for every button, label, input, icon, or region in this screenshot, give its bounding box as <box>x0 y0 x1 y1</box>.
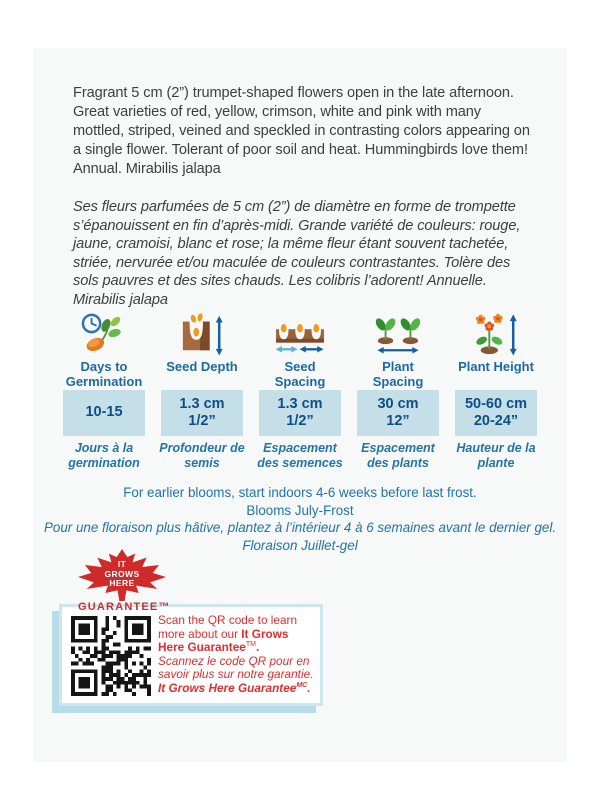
value-plant-height: 50-60 cm 20-24” <box>455 390 537 436</box>
qr-guarantee-callout <box>59 604 323 706</box>
value-seed-spacing: 1.3 cm 1/2” <box>259 390 341 436</box>
label-plant-height: Plant Height <box>458 359 534 374</box>
label-fr-profondeur-semis: Profondeur de semis <box>159 441 245 470</box>
label-fr-hauteur-plante: Hauteur de la plante <box>456 441 536 470</box>
qr-text-block <box>158 613 316 696</box>
growing-info-table <box>33 310 567 471</box>
column-seed-spacing <box>259 310 341 471</box>
label-days-to-germination: Days to Germination <box>65 359 143 389</box>
label-plant-spacing: Plant Spacing <box>372 359 424 389</box>
label-seed-depth: Seed Depth <box>166 359 238 374</box>
seed-spacing-icon <box>259 310 341 356</box>
label-seed-spacing: Seed Spacing <box>274 359 326 389</box>
qr-code <box>71 616 151 696</box>
plant-spacing-icon <box>357 310 439 356</box>
description-french: Ses fleurs parfumées de 5 cm (2”) de diamètre en forme de trompette s’épanouissent en fin d’après-midi. Grande variété de couleurs: rouge, jaune, cramoisi, blanc et rose; la même fleur étant souvent tachetée, striée, nervurée et/ou maculée de couleurs contrastantes. Tolère des sols pauvres et des sites chauds. Les colibris l’adorent! Annuelle. Mirabilis jalapa <box>73 199 521 308</box>
qr-text-en: Scan the QR code to learn more about our It Grows Here Guarantee™. <box>158 613 298 655</box>
label-fr-espacement-plants: Espacement des plants <box>361 441 435 470</box>
leaf-slogan: IT GROWS HERE <box>104 559 140 588</box>
label-fr-espacement-semences: Espacement des semences <box>257 441 343 470</box>
germination-icon <box>63 310 145 356</box>
label-fr-jours-germination: Jours à la germination <box>68 441 140 470</box>
value-days-to-germination: 10-15 <box>63 390 145 436</box>
note-bloom-period-en: Blooms July-Frost <box>246 502 354 518</box>
column-plant-spacing <box>357 310 439 471</box>
column-plant-height <box>455 310 537 471</box>
value-plant-spacing: 30 cm 12” <box>357 390 439 436</box>
sowing-notes <box>33 484 567 554</box>
description-english: Fragrant 5 cm (2”) trumpet-shaped flowers open in the late afternoon. Great varieties of red, yellow, crimson, white and pink with many mottled, striped, veined and speckled in contrasting colors appearing on a single flower. Tolerant of poor soil and heat. Hummingbirds love them! Annual. Mirabilis jalapa <box>73 85 530 177</box>
seed-depth-icon <box>161 310 243 356</box>
guarantee-wordmark: GUARANTEE™ <box>78 601 171 613</box>
note-start-indoors-en: For earlier blooms, start indoors 4-6 weeks before last frost. <box>123 485 477 500</box>
qr-text-fr: Scannez le code QR pour en savoir plus sur notre garantie. It Grows Here Guarantee$^{MC}$. <box>158 653 314 695</box>
note-bloom-period-fr: Floraison Juillet-gel <box>242 537 358 553</box>
column-seed-depth <box>161 310 243 471</box>
it-grows-here-guarantee-logo <box>78 549 171 613</box>
column-days-to-germination <box>63 310 145 471</box>
note-start-indoors-fr: Pour une floraison plus hâtive, plantez à l’intérieur 4 à 6 semaines avant le dernier gel. <box>43 520 557 536</box>
plant-height-icon <box>455 310 537 356</box>
value-seed-depth: 1.3 cm 1/2” <box>161 390 243 436</box>
seed-packet-back-panel <box>33 48 567 762</box>
